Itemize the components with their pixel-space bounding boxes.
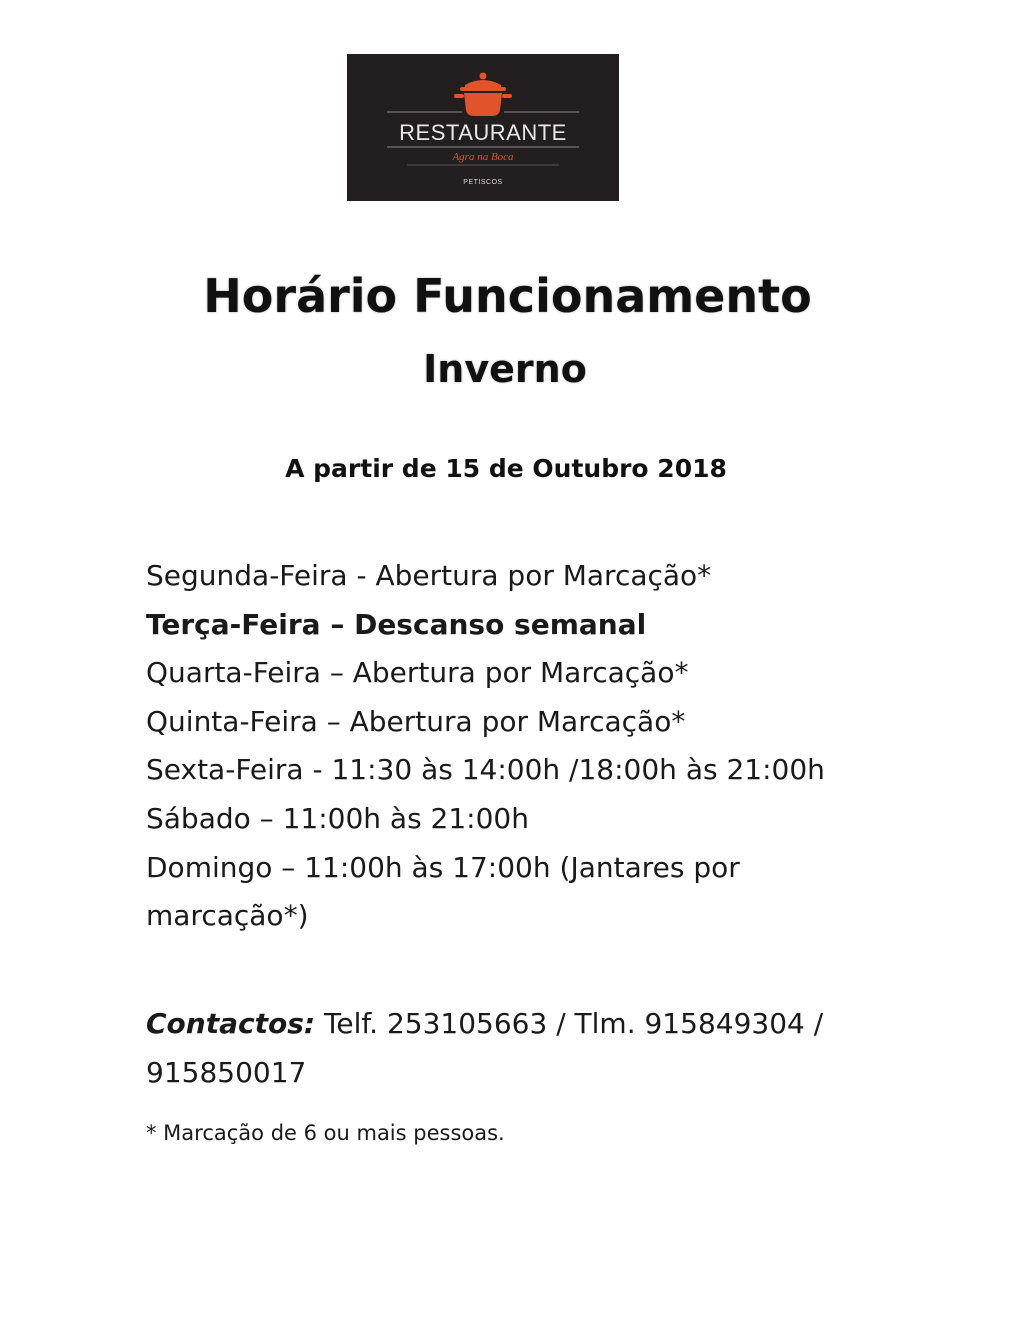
schedule-tuesday: Terça-Feira – Descanso semanal bbox=[146, 607, 647, 641]
restaurant-logo bbox=[347, 54, 619, 201]
schedule-saturday: Sábado – 11:00h às 21:00h bbox=[146, 801, 529, 835]
season-subtitle: Inverno bbox=[423, 347, 587, 391]
weekly-schedule bbox=[146, 552, 906, 941]
schedule-sunday: Domingo – 11:00h às 17:00h (Jantares por marcação*) bbox=[146, 850, 740, 933]
effective-date: A partir de 15 de Outubro 2018 bbox=[285, 454, 727, 483]
logo-name: RESTAURANTE bbox=[399, 120, 567, 145]
cooking-pot-icon bbox=[454, 73, 512, 117]
logo-subline: PETISCOS bbox=[463, 179, 503, 186]
contacts-label: Contactos: bbox=[146, 1007, 316, 1040]
schedule-friday: Sexta-Feira - 11:30 às 14:00h /18:00h às 21:00h bbox=[146, 753, 825, 787]
contacts bbox=[146, 1000, 906, 1097]
logo-graphic bbox=[347, 54, 619, 201]
page-title: Horário Funcionamento bbox=[203, 269, 812, 323]
schedule-wednesday: Quarta-Feira – Abertura por Marcação* bbox=[146, 656, 689, 690]
logo-tagline: Agra na Boca bbox=[452, 151, 514, 163]
footnote: * Marcação de 6 ou mais pessoas. bbox=[146, 1121, 505, 1145]
schedule-monday: Segunda-Feira - Abertura por Marcação* bbox=[146, 559, 712, 592]
schedule-thursday: Quinta-Feira – Abertura por Marcação* bbox=[146, 704, 686, 738]
contacts-phones: Telf. 253105663 / Tlm. 915849304 / 915850017 bbox=[146, 1007, 824, 1089]
